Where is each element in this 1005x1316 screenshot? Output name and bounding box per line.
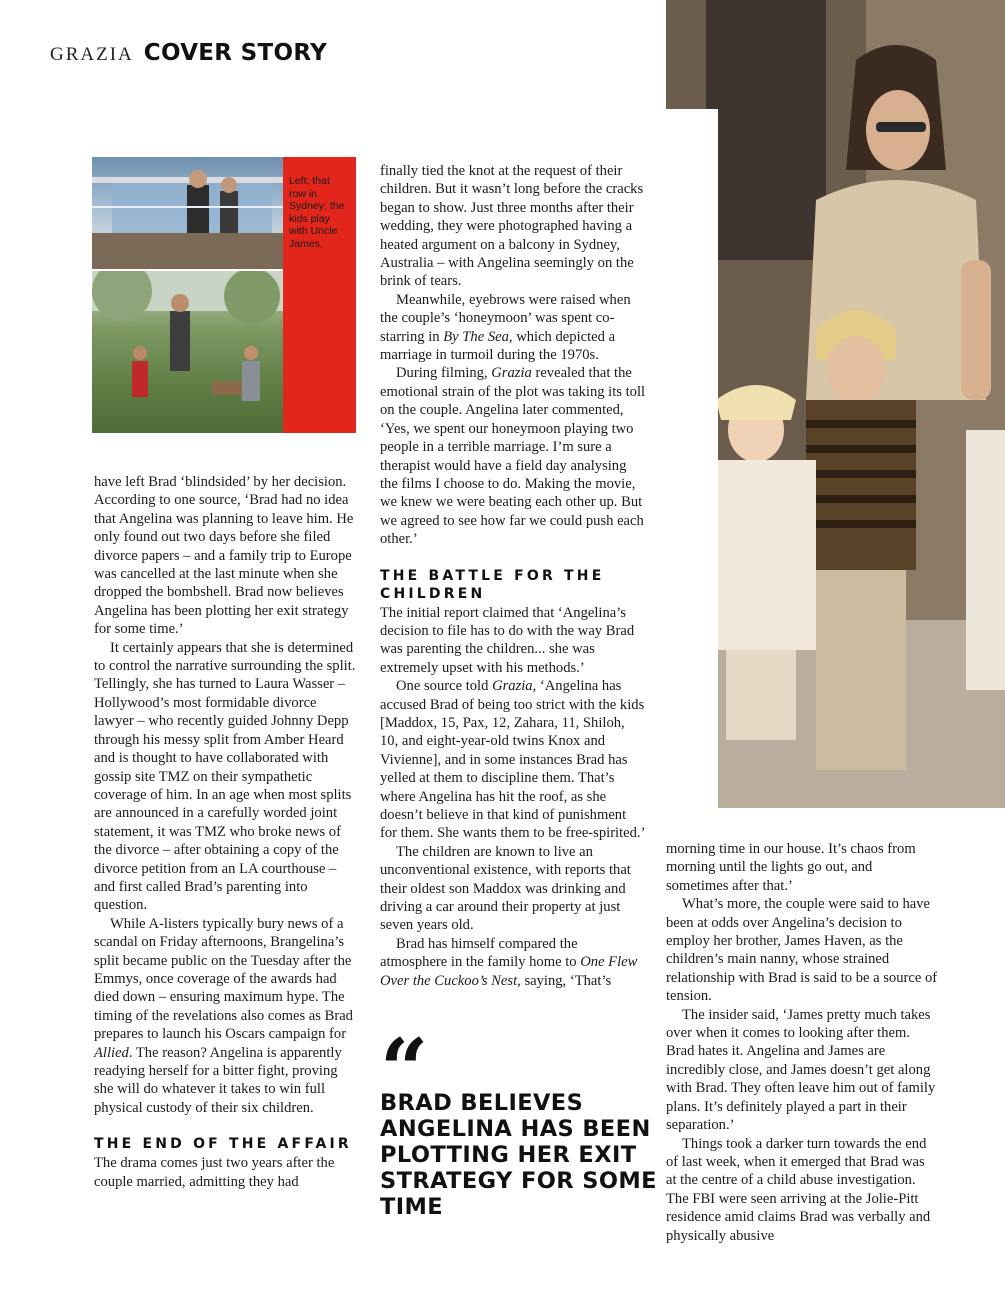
paragraph: The insider said, ‘James pretty much takes over when it comes to looking after them. Brad hates it. Angelina and James are incredibly close, and James doesn’t get along with Brad. They often leave him out of family plans. It’s definitely played a part in their separation.’ xyxy=(666,1006,936,1134)
paragraph: Brad has himself compared the atmosphere in the family home to One Flew Over the Cuckoo’s Nest, saying, ‘That’s xyxy=(380,935,638,989)
paragraph: morning time in our house. It’s chaos from morning until the lights go out, and sometimes after that.’ xyxy=(666,841,916,894)
park-photo xyxy=(92,271,283,433)
pull-quote-text: BRAD BELIEVES ANGELINA HAS BEEN PLOTTING HER EXIT STRATEGY FOR SOME TIME xyxy=(380,1090,657,1220)
subheading: THE BATTLE FOR THE CHILDREN xyxy=(380,567,605,602)
article-column-2 xyxy=(380,162,646,990)
paragraph: The initial report claimed that ‘Angelina’s decision to file has to do with the way Brad was parenting the children... she was extremely upset with his methods.’ xyxy=(380,604,635,676)
paragraph: One source told Grazia, ‘Angelina has accused Brad of being too strict with the kids [Maddox, 15, Pax, 12, Zahara, 11, Shiloh, 10, and eight-year-old twins Knox and Vivienne], and in some instances Brad has yelled at them to discipline them. That’s where Angelina has hit the roof, as she doesn’t believe in that kind of punishment for them. She wants them to be free-spirited.’ xyxy=(380,678,646,842)
pull-quote xyxy=(380,1020,660,1220)
subheading: THE END OF THE AFFAIR xyxy=(94,1136,352,1153)
paragraph: While A-listers typically bury news of a scandal on Friday afternoons, Brangelina’s split became public on the Tuesday after the Emmys, once coverage of the awards had died down – ensuring maximum hype. The timing of the revelations also comes as Brad prepares to launch his Oscars campaign for Allied. The reason? Angelina is apparently readying herself for a bitter fight, proving she will do whatever it takes to win full physical custody of their six children. xyxy=(94,915,353,1116)
paragraph: Meanwhile, eyebrows were raised when the couple’s ‘honeymoon’ was spent co-starring in By The Sea, which depicted a marriage in turmoil during the 1970s. xyxy=(380,291,631,364)
paragraph: What’s more, the couple were said to have been at odds over Angelina’s decision to employ her brother, James Haven, as the children’s main nanny, whose strained relationship with Brad is said to be a source of tension. xyxy=(666,896,938,1005)
photo-notch xyxy=(666,109,718,808)
article-column-3 xyxy=(666,840,938,1245)
photo-caption: Left: that row in Sydney; the kids play with Uncle James. xyxy=(289,175,345,250)
magazine-logo: GRAZIA xyxy=(50,44,134,65)
article-column-1 xyxy=(94,473,358,1191)
inset-photo-block xyxy=(92,157,356,433)
main-photo xyxy=(666,0,1005,808)
paragraph: The children are known to live an unconventional existence, with reports that their oldest son Maddox was drinking and driving a car around their property at just seven years old. xyxy=(380,843,631,934)
paragraph: The drama comes just two years after the couple married, admitting they had xyxy=(94,1155,335,1190)
quote-mark-icon: “ xyxy=(380,1020,429,1119)
paragraph: finally tied the knot at the request of their children. But it wasn’t long before the cracks began to show. Just three months after their wedding, they were photographed having a heated argument on a balcony in Sydney, Australia – with Angelina seemingly on the brink of tears. xyxy=(380,163,644,290)
paragraph: Things took a darker turn towards the end of last week, when it emerged that Brad was at the centre of a child abuse investigation. The FBI were seen arriving at the Jolie-Pitt residence amid claims Brad was verbally and physically abusive xyxy=(666,1135,931,1244)
page-header xyxy=(50,40,327,66)
section-title: COVER STORY xyxy=(143,40,328,66)
paragraph: During filming, Grazia revealed that the emotional strain of the plot was taking its toll on the couple. Angelina later commented, ‘Yes, we spent our honeymoon playing two people in a terrible marriage. I’m sure a therapist would have a field day analysing the films I choose to do. Making the movie, we knew we were beating each other up. But we agreed to see how far we could push each other.’ xyxy=(380,365,646,548)
paragraph: have left Brad ‘blindsided’ by her decision. According to one source, ‘Brad had no idea that Angelina was planning to leave him. He only found out two days before she filed divorce papers – and a family trip to Europe was cancelled at the last minute when she dropped the bombshell. Brad now believes Angelina has been plotting her exit strategy for some time.’ xyxy=(94,474,354,638)
paragraph: It certainly appears that she is determined to control the narrative surrounding the split. Tellingly, she has turned to Laura Wasser – Hollywood’s most formidable divorce lawyer – who recently guided Johnny Depp through his messy split from Amber Heard and is thought to have collaborated with gossip site TMZ on their sympathetic coverage of him. In an age when most splits are announced in a carefully worded joint statement, it was TMZ who broke news of the divorce – after obtaining a copy of the divorce petition from an LA courthouse – and first called Brad’s parenting into question. xyxy=(94,639,356,914)
balcony-photo xyxy=(92,157,283,269)
